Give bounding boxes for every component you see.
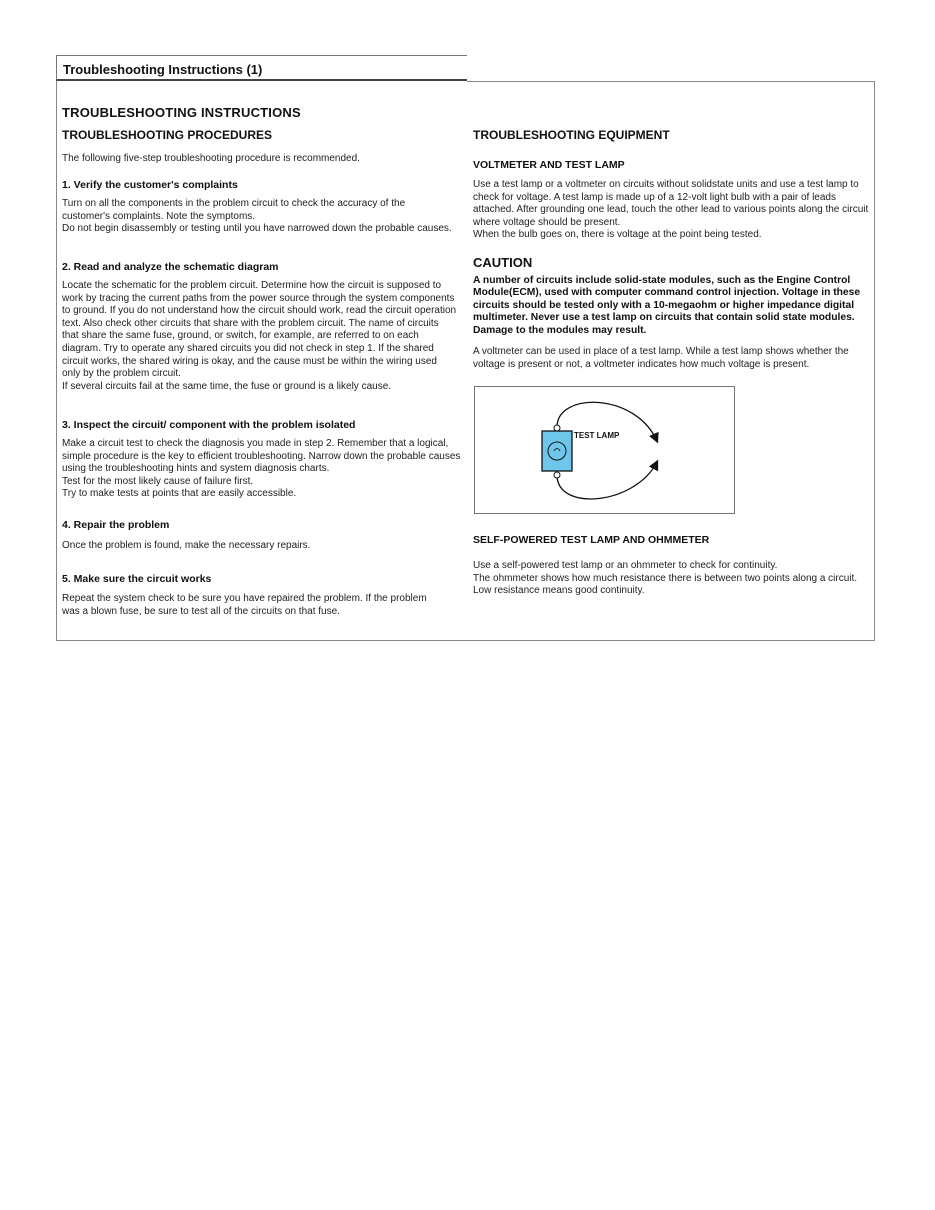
step-1-text: Turn on all the components in the problem circuit to check the accuracy of the customer's complaints. Note the symptoms. Do not begin disassembly or testing until you have narrowed down the probable causes. (62, 198, 452, 235)
caution-text: A number of circuits include solid-state modules, such as the Engine Control Module(ECM), used with computer command control injection. Voltage in these circuits should be tested only with a 10-megaohm or higher impedance digital multimeter. Never use a test lamp on circuits that contain solid state modules. Damage to the modules may result. (473, 275, 861, 336)
voltmeter-note: A voltmeter can be used in place of a test lamp. While a test lamp shows whether the voltage is present or not, a voltmeter indicates how much voltage is present. (473, 346, 849, 370)
step-5-text: Repeat the system check to be sure you have repaired the problem. If the problem was a blown fuse, be sure to test all of the circuits on that fuse. (62, 593, 427, 617)
section-title-bar (56, 55, 467, 81)
lower-terminal (554, 472, 560, 478)
self-powered-heading: SELF-POWERED TEST LAMP AND OHMMETER (473, 534, 710, 546)
test-lamp-label: TEST LAMP (574, 431, 620, 440)
intro-text: The following five-step troubleshooting procedure is recommended. (62, 153, 360, 164)
upper-terminal (554, 425, 560, 431)
step-3-text: Make a circuit test to check the diagnosis you made in step 2. Remember that a logical, simple procedure is the key to efficient troubleshooting. Narrow down the probable causes using the troubleshooting hints and system diagnosis charts. Test for the most likely cause of failure first. Try to make tests at points that are easily accessible. (62, 438, 461, 500)
test-lamp-figure (475, 387, 734, 513)
step-4-text: Once the problem is found, make the necessary repairs. (62, 540, 311, 551)
voltmeter-heading: VOLTMETER AND TEST LAMP (473, 159, 625, 171)
step-5-title: 5. Make sure the circuit works (62, 573, 212, 585)
step-1-title: 1. Verify the customer's complaints (62, 179, 238, 191)
lamp-body (542, 431, 572, 471)
step-2-text: Locate the schematic for the problem circuit. Determine how the circuit is supposed to work by tracing the current paths from the power source through the system components to ground. If you do not understand how the circuit should work, read the circuit operation text. Also check other circuits that share with the problem circuit. The name of circuits that share the same fuse, ground, or switch, for example, are referred to on each diagram. Try to operate any shared circuits you did not check in step 1. If the shared circuit works, the shared wiring is okay, and the cause must be within the wiring used only by the problem circuit. If several circuits fail at the same time, the fuse or ground is a likely cause. (62, 280, 457, 392)
self-powered-text: Use a self-powered test lamp or an ohmmeter to check for continuity. The ohmmeter shows how much resistance there is between two points along a circuit. Low resistance means good continuity. (473, 560, 858, 597)
equipment-heading: TROUBLESHOOTING EQUIPMENT (473, 128, 670, 142)
step-3-title: 3. Inspect the circuit/ component with the problem isolated (62, 419, 356, 431)
voltmeter-text: Use a test lamp or a voltmeter on circuits without solidstate units and use a test lamp to check for voltage. A test lamp is made up of a 12-volt light bulb with a pair of leads attached. After grounding one lead, touch the other lead to various points along the circuit where voltage should be present. When the bulb goes on, there is voltage at the point being tested. (473, 179, 869, 241)
step-2-title: 2. Read and analyze the schematic diagram (62, 261, 279, 273)
step-4-title: 4. Repair the problem (62, 519, 170, 531)
test-lamp-diagram (474, 386, 735, 514)
caution-heading: CAUTION (473, 255, 533, 270)
content-panel (56, 81, 875, 641)
main-heading: TROUBLESHOOTING INSTRUCTIONS (62, 105, 301, 120)
section-title: Troubleshooting Instructions (1) (63, 62, 263, 77)
procedures-heading: TROUBLESHOOTING PROCEDURES (62, 128, 273, 142)
